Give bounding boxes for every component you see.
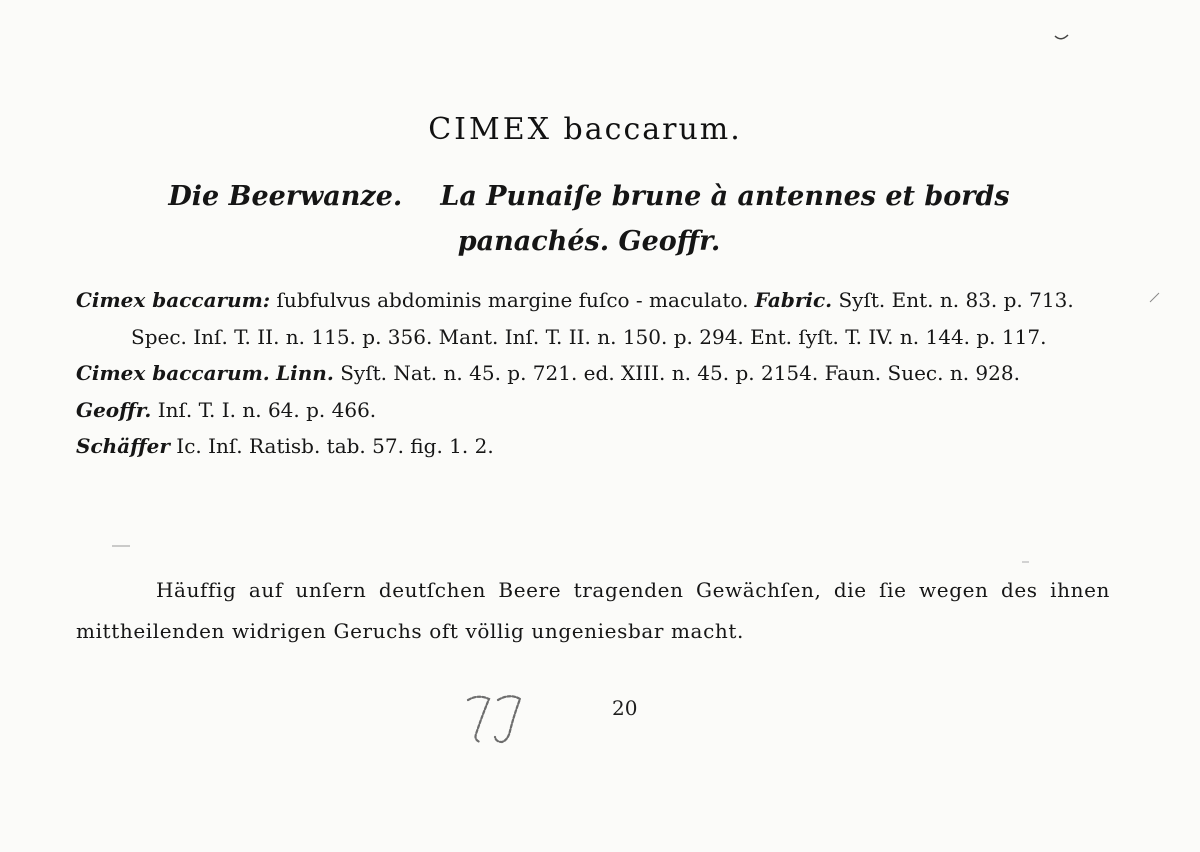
german-name: Die Beerwanze. — [168, 181, 403, 212]
common-names — [0, 174, 1178, 264]
handwritten-pencil-mark — [462, 690, 532, 750]
page-number: 20 — [612, 696, 638, 720]
paper-speck — [1148, 290, 1162, 304]
reference-entry — [76, 282, 1116, 355]
reference-citation: Syſt. Nat. n. 45. p. 721. ed. XIII. n. 45. p. 2154. Faun. Suec. n. 928. — [340, 361, 1020, 385]
paper-speck — [1020, 558, 1032, 566]
habitat-description: Häuffig auf unſern deutſchen Beere tragenden Gewächſen, die ſie wegen des ihnen mittheilenden widrigen Geruchs oft völlig ungeniesbar macht. — [76, 578, 1110, 643]
french-name-line2: panachés. — [457, 226, 610, 257]
reference-list — [76, 282, 1116, 465]
french-name-citation: Geoffr. — [618, 226, 721, 257]
reference-taxon: Cimex baccarum. — [76, 361, 270, 385]
reference-diagnosis: ſubfulvus abdominis margine fuſco - maculato. — [276, 288, 749, 312]
species-title — [0, 112, 1170, 147]
genus-name: CIMEX — [428, 112, 552, 147]
reference-entry — [76, 428, 1116, 465]
french-name-line1: La Punaiſe brune à antennes et bords — [440, 181, 1010, 212]
reference-cited-author: Fabric. — [754, 288, 833, 312]
paper-speck — [110, 540, 140, 550]
species-name: baccarum. — [563, 112, 742, 147]
reference-cited-author: Linn. — [276, 361, 334, 385]
reference-taxon: Geoffr. — [76, 397, 152, 422]
reference-taxon: Cimex baccarum: — [76, 288, 271, 312]
reference-citation: Inſ. T. I. n. 64. p. 466. — [157, 397, 377, 422]
reference-entry — [76, 355, 1116, 392]
reference-citation: Syſt. Ent. n. 83. p. 713. Spec. Inſ. T. II. n. 115. p. 356. Mant. Inſ. T. II. n. 150. p. 294. Ent. ſyſt. T. IV. n. 144. p. 117. — [131, 288, 1074, 349]
reference-entry — [76, 392, 1116, 429]
paper-speck — [1052, 32, 1072, 44]
reference-citation: Ic. Inſ. Ratisb. tab. 57. fig. 1. 2. — [176, 434, 494, 458]
reference-taxon: Schäffer — [76, 434, 170, 458]
